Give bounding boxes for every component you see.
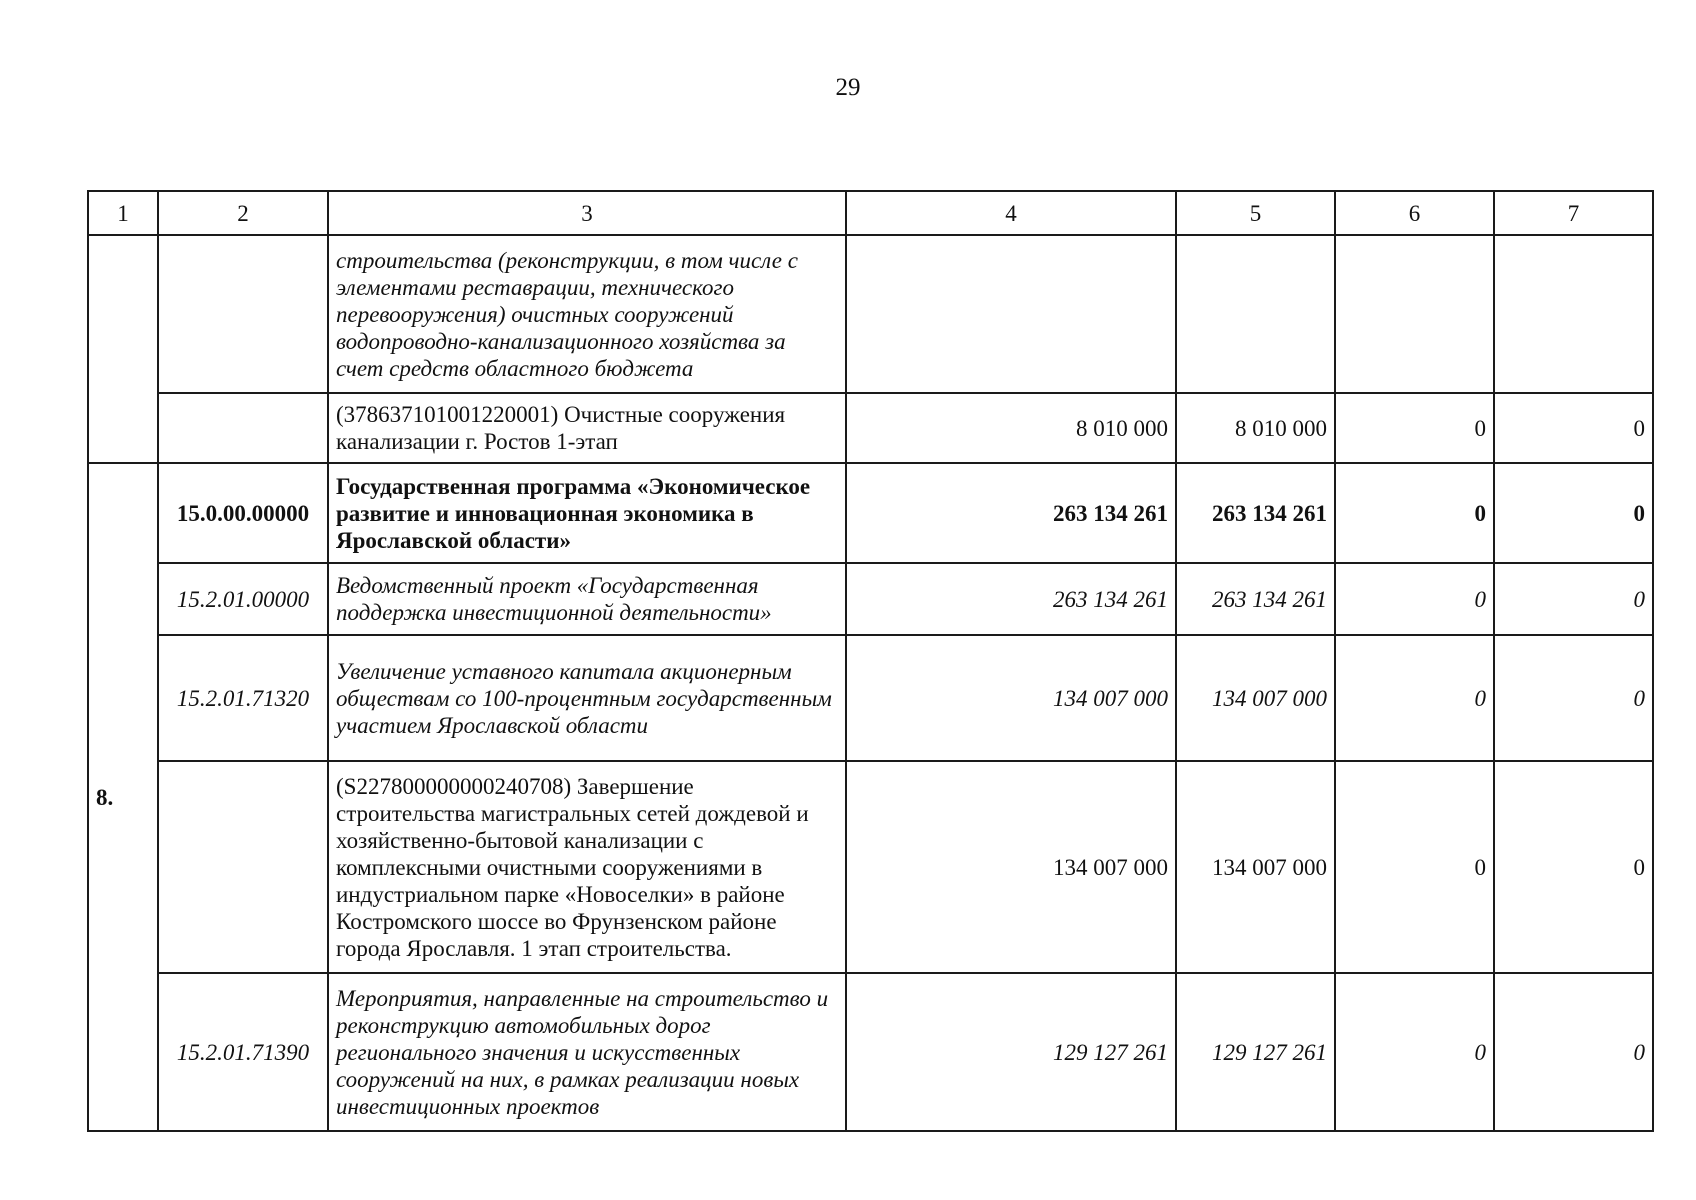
value-cell-col7: 0 [1494,563,1653,635]
description-cell: (378637101001220001) Очистные сооружения канализации г. Ростов 1-этап [328,393,846,463]
value-cell-col4: 134 007 000 [846,761,1176,973]
value-cell-col4: 134 007 000 [846,635,1176,761]
description-cell: Государственная программа «Экономическое развитие и инновационная экономика в Ярославской области» [328,463,846,563]
code-cell [158,235,328,393]
table-header-row [88,191,1653,235]
code-cell [158,761,328,973]
value-cell-col4: 263 134 261 [846,463,1176,563]
table-row-program [88,463,1653,563]
header-cell-5: 5 [1176,191,1335,235]
code-cell: 15.2.01.00000 [158,563,328,635]
table-row [88,393,1653,463]
value-cell-col6: 0 [1335,563,1494,635]
value-cell-col7: 0 [1494,393,1653,463]
header-cell-4: 4 [846,191,1176,235]
description-cell: Ведомственный проект «Государственная поддержка инвестиционной деятельности» [328,563,846,635]
value-cell-col5: 134 007 000 [1176,635,1335,761]
table-row [88,635,1653,761]
budget-table [87,190,1654,1132]
value-cell-col6: 0 [1335,393,1494,463]
description-cell: Увеличение уставного капитала акционерным обществам со 100-процентным государственным участием Ярославской области [328,635,846,761]
description-cell: (S227800000000240708) Завершение строительства магистральных сетей дождевой и хозяйственно-бытовой канализации с комплексными очистными сооружениями в индустриальном парке «Новоселки» в районе Костромского шоссе во Фрунзенском районе города Ярославля. 1 этап строительства. [328,761,846,973]
value-cell-col6: 0 [1335,761,1494,973]
value-cell-col6: 0 [1335,635,1494,761]
code-cell [158,393,328,463]
value-cell-col6: 0 [1335,973,1494,1131]
code-cell: 15.0.00.00000 [158,463,328,563]
value-cell-col5: 263 134 261 [1176,463,1335,563]
value-cell-col4: 263 134 261 [846,563,1176,635]
value-cell-col4: 129 127 261 [846,973,1176,1131]
value-cell-col5: 134 007 000 [1176,761,1335,973]
budget-table-container [87,190,1652,1132]
description-cell: Мероприятия, направленные на строительство и реконструкцию автомобильных дорог регионального значения и искусственных сооружений на них, в рамках реализации новых инвестиционных проектов [328,973,846,1131]
header-cell-7: 7 [1494,191,1653,235]
header-cell-1: 1 [88,191,158,235]
value-cell-col7: 0 [1494,463,1653,563]
value-cell-col5: 8 010 000 [1176,393,1335,463]
page-number: 29 [835,74,861,101]
value-cell-col6 [1335,235,1494,393]
value-cell-col4 [846,235,1176,393]
header-cell-3: 3 [328,191,846,235]
table-row [88,563,1653,635]
value-cell-col4: 8 010 000 [846,393,1176,463]
table-row [88,761,1653,973]
value-cell-col7 [1494,235,1653,393]
value-cell-col7: 0 [1494,635,1653,761]
code-cell: 15.2.01.71320 [158,635,328,761]
row-index-cell [88,235,158,463]
value-cell-col7: 0 [1494,973,1653,1131]
value-cell-col6: 0 [1335,463,1494,563]
description-cell: строительства (реконструкции, в том числе с элементами реставрации, технического перевооружения) очистных сооружений водопроводно-канализационного хозяйства за счет средств областного бюджета [328,235,846,393]
header-cell-6: 6 [1335,191,1494,235]
value-cell-col5: 129 127 261 [1176,973,1335,1131]
table-row [88,235,1653,393]
value-cell-col5: 263 134 261 [1176,563,1335,635]
header-cell-2: 2 [158,191,328,235]
value-cell-col7: 0 [1494,761,1653,973]
row-index-cell: 8. [88,463,158,1131]
code-cell: 15.2.01.71390 [158,973,328,1131]
value-cell-col5 [1176,235,1335,393]
table-row [88,973,1653,1131]
